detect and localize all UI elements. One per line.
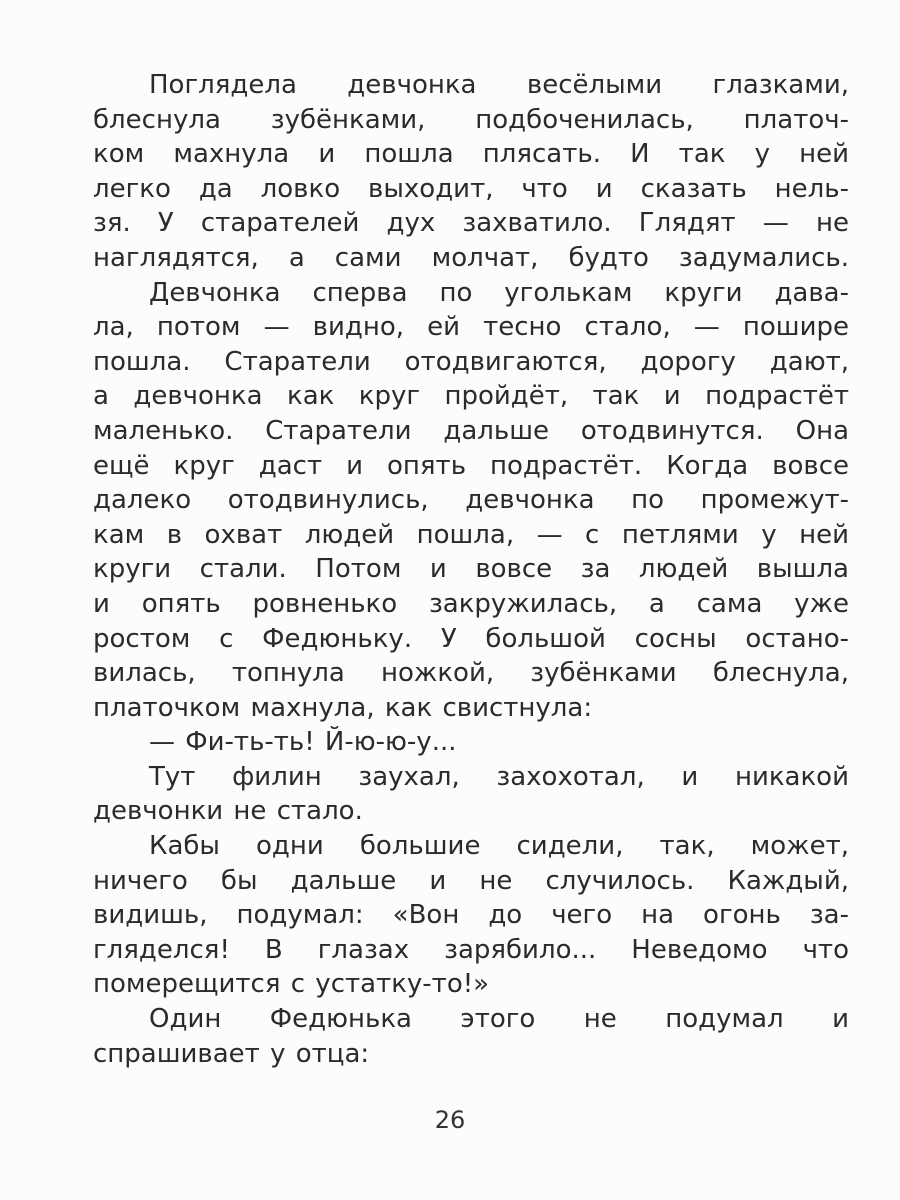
- text-line: видишь, подумал: «Вон до чего на огонь за-: [93, 900, 849, 931]
- text-line: зя. У старателей дух захватило. Глядят — не: [93, 208, 849, 239]
- page-body: [93, 68, 849, 1071]
- text-line: круги стали. Потом и вовсе за людей вышла: [93, 554, 849, 585]
- text-line: пошла. Старатели отодвигаются, дорогу дают,: [93, 346, 849, 377]
- text-line: легко да ловко выходит, что и сказать нель-: [93, 173, 849, 204]
- text-line: померещится с устатку-то!»: [93, 969, 490, 1000]
- text-line: а девчонка как круг пройдёт, так и подрастёт: [93, 381, 849, 412]
- text-line: гляделся! В глазах зарябило... Неведомо что: [93, 934, 849, 965]
- text-line: ничего бы дальше и не случилось. Каждый,: [93, 865, 849, 896]
- text-line: наглядятся, а сами молчат, будто задумались.: [93, 242, 849, 273]
- text-line: спрашивает у отца:: [93, 1038, 370, 1069]
- text-line: девчонки не стало.: [93, 796, 363, 827]
- text-line: ростом с Федюньку. У большой сосны остано-: [93, 623, 849, 654]
- text-line: кам в охват людей пошла, — с петлями у ней: [93, 519, 849, 550]
- page-number: 26: [434, 1106, 466, 1134]
- text-line: ла, потом — видно, ей тесно стало, — пошире: [93, 312, 849, 343]
- text-line: ком махнула и пошла плясать. И так у ней: [93, 139, 849, 170]
- text-line: платочком махнула, как свистнула:: [93, 692, 593, 723]
- text-line: маленько. Старатели дальше отодвинутся. Она: [93, 415, 849, 446]
- text-line: ещё круг даст и опять подрастёт. Когда вовсе: [93, 450, 849, 481]
- text-line: Поглядела девчонка весёлыми глазками,: [149, 70, 849, 100]
- text-line: далеко отодвинулись, девчонка по промежут-: [93, 485, 849, 516]
- text-line: Один Федюнька этого не подумал и: [149, 1004, 849, 1035]
- text-line: — Фи-ть-ть! Й-ю-ю-у...: [149, 727, 457, 758]
- text-line: Кабы одни большие сидели, так, может,: [149, 831, 849, 862]
- text-line: вилась, топнула ножкой, зубёнками блеснула,: [93, 658, 849, 689]
- text-line: Тут филин заухал, захохотал, и никакой: [149, 761, 849, 792]
- text-line: Девчонка сперва по уголькам круги дава-: [149, 277, 849, 308]
- text-line: и опять ровненько закружилась, а сама уже: [93, 588, 849, 619]
- text-line: блеснула зубёнками, подбоченилась, платоч-: [93, 104, 849, 135]
